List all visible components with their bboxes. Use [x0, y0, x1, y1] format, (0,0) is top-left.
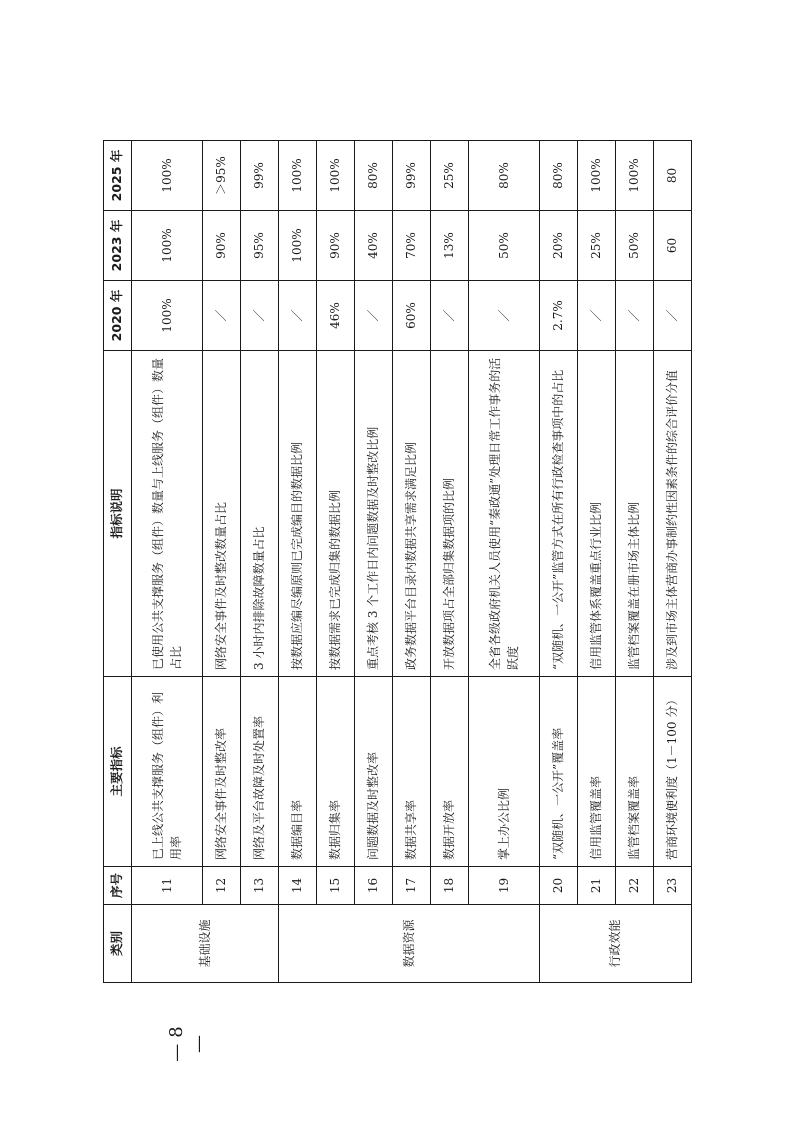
row-2023: 100%	[278, 211, 316, 281]
page-number: 8	[166, 1020, 187, 1038]
header-2020: 2020 年	[104, 281, 132, 351]
row-indicator: 数据开放率	[430, 677, 468, 867]
row-no: 21	[577, 867, 615, 905]
row-2025: 100%	[615, 141, 653, 211]
row-2020: ／	[354, 281, 392, 351]
row-no: 13	[240, 867, 278, 905]
category-data-resources: 数据资源	[278, 905, 539, 983]
row-indicator: 监管档案覆盖率	[615, 677, 653, 867]
row-desc: 涉及到市场主体营商办事制约性因素条件的综合评价分值	[653, 351, 691, 677]
row-2020: ／	[240, 281, 278, 351]
header-desc: 指标说明	[104, 351, 132, 677]
row-desc: 信用监管体系覆盖重点行业比例	[577, 351, 615, 677]
row-indicator: 信用监管覆盖率	[577, 677, 615, 867]
row-no: 17	[392, 867, 430, 905]
table-row	[316, 141, 354, 983]
row-no: 15	[316, 867, 354, 905]
row-2023: 40%	[354, 211, 392, 281]
header-category: 类别	[104, 905, 132, 983]
header-no: 序号	[104, 867, 132, 905]
table-row	[354, 141, 392, 983]
row-2020: ／	[278, 281, 316, 351]
row-2023: 90%	[202, 211, 240, 281]
row-desc: 3 小时内排除故障数量占比	[240, 351, 278, 677]
page-number-footer	[166, 1016, 209, 1066]
row-desc: 按数据应编尽编原则已完成编目的数据比例	[278, 351, 316, 677]
row-2023: 25%	[577, 211, 615, 281]
row-2023: 20%	[539, 211, 577, 281]
row-2023: 70%	[392, 211, 430, 281]
row-2025: ＞95%	[202, 141, 240, 211]
table-row	[430, 141, 468, 983]
row-no: 22	[615, 867, 653, 905]
row-2020: 60%	[392, 281, 430, 351]
row-no: 18	[430, 867, 468, 905]
table-row	[469, 141, 540, 983]
category-administrative-efficiency: 行政效能	[539, 905, 691, 983]
row-2025: 80	[653, 141, 691, 211]
row-2023: 60	[653, 211, 691, 281]
row-2020: ／	[202, 281, 240, 351]
row-desc: “双随机、一公开”监管方式在所有行政检查事项中的占比	[539, 351, 577, 677]
row-no: 11	[132, 867, 203, 905]
row-2023: 50%	[615, 211, 653, 281]
row-desc: 重点考核 3 个工作日内问题数据及时整改比例	[354, 351, 392, 677]
header-2023: 2023 年	[104, 211, 132, 281]
row-2025: 99%	[240, 141, 278, 211]
row-desc: 已使用公共支撑服务（组件）数量与上线服务（组件）数量占比	[132, 351, 203, 677]
row-2020: 46%	[316, 281, 354, 351]
row-desc: 全省各级政府机关人员使用“秦政通”处理日常工作事务的活跃度	[469, 351, 540, 677]
header-indicator: 主要指标	[104, 677, 132, 867]
row-no: 19	[469, 867, 540, 905]
table-row	[202, 141, 240, 983]
table-row	[392, 141, 430, 983]
row-2025: 100%	[278, 141, 316, 211]
row-2025: 80%	[354, 141, 392, 211]
table-row	[132, 141, 203, 983]
row-2023: 13%	[430, 211, 468, 281]
table-row	[615, 141, 653, 983]
row-desc: 政务数据平台目录内数据共享需求满足比例	[392, 351, 430, 677]
row-no: 16	[354, 867, 392, 905]
row-desc: 监管档案覆盖在册市场主体比例	[615, 351, 653, 677]
row-indicator: “双随机、一公开”覆盖率	[539, 677, 577, 867]
table-row	[240, 141, 278, 983]
row-indicator: 数据编目率	[278, 677, 316, 867]
row-2020: ／	[577, 281, 615, 351]
row-2023: 50%	[469, 211, 540, 281]
row-indicator: 网络安全事件及时整改率	[202, 677, 240, 867]
row-desc: 网络安全事件及时整改数量占比	[202, 351, 240, 677]
row-no: 23	[653, 867, 691, 905]
row-2020: ／	[615, 281, 653, 351]
row-indicator: 数据共享率	[392, 677, 430, 867]
row-desc: 按数据需求已完成归集的数据比例	[316, 351, 354, 677]
row-2025: 80%	[539, 141, 577, 211]
row-no: 20	[539, 867, 577, 905]
table-row	[539, 141, 577, 983]
row-2025: 80%	[469, 141, 540, 211]
row-2020: 100%	[132, 281, 203, 351]
row-indicator: 已上线公共支撑服务（组件）利用率	[132, 677, 203, 867]
row-2023: 100%	[132, 211, 203, 281]
row-2020: ／	[653, 281, 691, 351]
indicator-table	[103, 140, 692, 983]
row-2025: 100%	[316, 141, 354, 211]
row-2020: ／	[430, 281, 468, 351]
row-2020: 2.7%	[539, 281, 577, 351]
row-desc: 开放数据项占全部归集数据项的比例	[430, 351, 468, 677]
row-no: 12	[202, 867, 240, 905]
row-2023: 90%	[316, 211, 354, 281]
table-row	[577, 141, 615, 983]
row-indicator: 网络及平台故障及时处置率	[240, 677, 278, 867]
row-2025: 100%	[132, 141, 203, 211]
table-header-row	[104, 141, 132, 983]
header-2025: 2025 年	[104, 141, 132, 211]
row-2025: 99%	[392, 141, 430, 211]
row-indicator: 问题数据及时整改率	[354, 677, 392, 867]
dash-right: —	[188, 1029, 209, 1053]
row-indicator: 掌上办公比例	[469, 677, 540, 867]
row-indicator: 营商环境便利度（1－100 分）	[653, 677, 691, 867]
category-infrastructure: 基础设施	[132, 905, 279, 983]
row-no: 14	[278, 867, 316, 905]
row-indicator: 数据归集率	[316, 677, 354, 867]
table-row	[653, 141, 691, 983]
row-2025: 100%	[577, 141, 615, 211]
rotated-table-container	[103, 141, 692, 983]
row-2020: ／	[469, 281, 540, 351]
row-2025: 25%	[430, 141, 468, 211]
row-2023: 95%	[240, 211, 278, 281]
dash-left: —	[166, 1037, 187, 1062]
table-row	[278, 141, 316, 983]
